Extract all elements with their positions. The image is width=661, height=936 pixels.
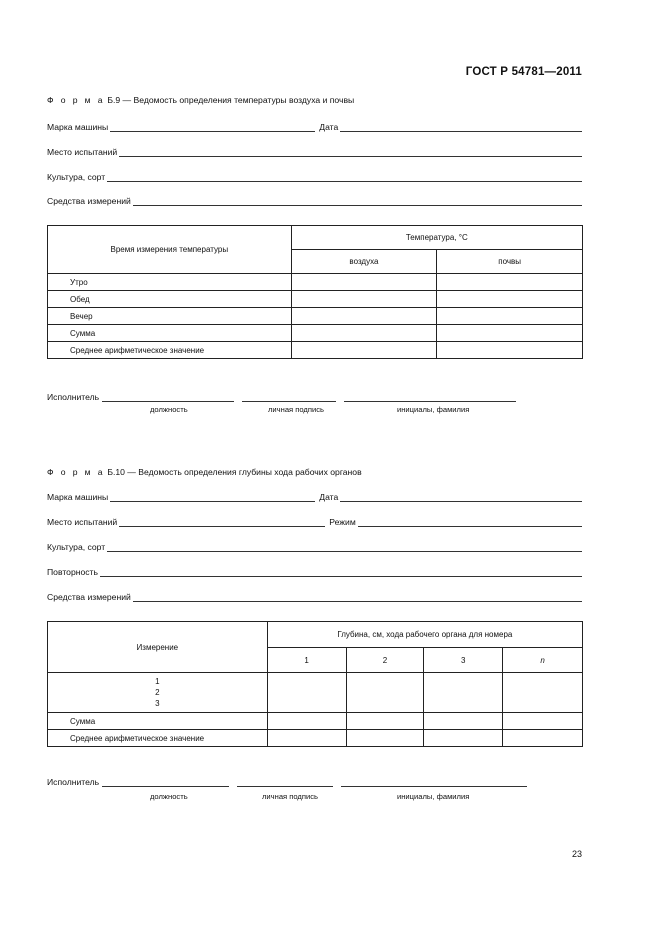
form10-tools-line (47, 590, 582, 602)
form10-executor-label: Исполнитель (47, 777, 100, 787)
form10-crop-label: Культура, сорт (47, 542, 106, 552)
form9-sub-soil: почвы (437, 250, 583, 274)
table-row (48, 325, 583, 342)
form9-name-field[interactable] (344, 392, 516, 402)
form9-machine-field[interactable] (110, 122, 315, 132)
form10-place-mode-line (47, 515, 582, 527)
form10-tools-field[interactable] (133, 592, 582, 602)
form9-tools-line (47, 194, 582, 206)
standard-number: ГОСТ Р 54781—2011 (465, 66, 582, 78)
form10-machine-date-line (47, 490, 582, 502)
form10-cell[interactable] (267, 713, 346, 730)
form9-crop-line (47, 170, 582, 182)
form9-machine-date-line (47, 120, 582, 132)
form10-tools-label: Средства измерений (47, 592, 131, 602)
form9-col-temp: Температура, °С (291, 226, 582, 250)
form9-cell-air[interactable] (291, 325, 437, 342)
form9-cell-soil[interactable] (437, 308, 583, 325)
form10-cell[interactable] (267, 673, 346, 713)
form9-cell-air[interactable] (291, 274, 437, 291)
form9-cell-soil[interactable] (437, 291, 583, 308)
form10-sign-caption: личная подпись (262, 792, 318, 801)
form9-machine-label: Марка машины (47, 122, 109, 132)
form10-mode-field[interactable] (358, 517, 582, 527)
form9-tools-label: Средства измерений (47, 196, 131, 206)
form10-title-prefix: Ф о р м а (47, 467, 105, 477)
form10-machine-field[interactable] (110, 492, 315, 502)
table-row (48, 713, 583, 730)
form10-position-field[interactable] (102, 777, 229, 787)
form10-cell[interactable] (424, 673, 503, 713)
form9-date-field[interactable] (340, 122, 582, 132)
form9-cell-soil[interactable] (437, 342, 583, 359)
form10-name-field[interactable] (341, 777, 527, 787)
form10-col-measure: Измерение (48, 622, 268, 673)
form10-sub-col-2: 2 (346, 648, 424, 673)
form9-signature-line (47, 390, 516, 402)
form10-cell[interactable] (503, 673, 583, 713)
form10-date-field[interactable] (340, 492, 582, 502)
form10-measure-1: 1 (155, 677, 160, 686)
page-number: 23 (571, 849, 582, 859)
form10-measure-3: 3 (155, 699, 160, 708)
table-row (48, 274, 583, 291)
form10-cell[interactable] (346, 673, 424, 713)
form9-title-prefix: Ф о р м а (47, 95, 105, 105)
form9-row-morning: Утро (48, 274, 292, 291)
form10-name-caption: инициалы, фамилия (397, 792, 470, 801)
form9-cell-air[interactable] (291, 308, 437, 325)
form10-machine-label: Марка машины (47, 492, 109, 502)
form9-executor-label: Исполнитель (47, 392, 100, 402)
form9-col-time: Время измерения температуры (48, 226, 292, 274)
form10-repeat-field[interactable] (100, 567, 582, 577)
form9-cell-soil[interactable] (437, 274, 583, 291)
form9-row-sum: Сумма (48, 325, 292, 342)
form9-row-mean: Среднее арифметическое значение (48, 342, 292, 359)
form10-row-sum: Сумма (48, 713, 268, 730)
form10-measure-numbers (48, 673, 268, 713)
form9-table (47, 225, 583, 359)
form9-position-field[interactable] (102, 392, 234, 402)
form10-cell[interactable] (424, 713, 503, 730)
form10-sign-field[interactable] (237, 777, 333, 787)
form10-sub-col-3: 3 (424, 648, 503, 673)
form9-position-caption: должность (150, 405, 188, 414)
form10-sub-col-n: n (503, 648, 583, 673)
form9-row-evening: Вечер (48, 308, 292, 325)
form10-cell[interactable] (424, 730, 503, 747)
form10-position-caption: должность (150, 792, 188, 801)
form9-cell-air[interactable] (291, 342, 437, 359)
form10-crop-field[interactable] (107, 542, 582, 552)
form10-row-mean: Среднее арифметическое значение (48, 730, 268, 747)
table-row (48, 308, 583, 325)
form10-cell[interactable] (346, 713, 424, 730)
form10-cell[interactable] (267, 730, 346, 747)
form10-place-field[interactable] (119, 517, 325, 527)
form10-cell[interactable] (503, 713, 583, 730)
form9-place-line (47, 145, 582, 157)
form9-sign-caption: личная подпись (268, 405, 324, 414)
table-row (48, 730, 583, 747)
form10-mode-label: Режим (329, 517, 356, 527)
form10-sub-col-1: 1 (267, 648, 346, 673)
form10-title (47, 467, 362, 477)
table-row (48, 291, 583, 308)
form10-place-label: Место испытаний (47, 517, 118, 527)
form10-col-depth: Глубина, см, хода рабочего органа для номера (267, 622, 582, 648)
form10-title-text: Б.10 — Ведомость определения глубины хода рабочих органов (104, 467, 362, 477)
form10-table (47, 621, 583, 747)
form10-cell[interactable] (503, 730, 583, 747)
form9-row-noon: Обед (48, 291, 292, 308)
form9-cell-air[interactable] (291, 291, 437, 308)
form9-cell-soil[interactable] (437, 325, 583, 342)
table-row (48, 342, 583, 359)
form9-tools-field[interactable] (133, 196, 582, 206)
form10-measure-2: 2 (155, 688, 160, 697)
form9-title-text: Б.9 — Ведомость определения температуры воздуха и почвы (104, 95, 355, 105)
form9-sub-air: воздуха (291, 250, 437, 274)
form10-crop-line (47, 540, 582, 552)
form9-title (47, 95, 354, 105)
form10-repeat-label: Повторность (47, 567, 98, 577)
form10-cell[interactable] (346, 730, 424, 747)
form10-date-label: Дата (319, 492, 339, 502)
form9-name-caption: инициалы, фамилия (397, 405, 470, 414)
form10-repeat-line (47, 565, 582, 577)
form10-signature-line (47, 775, 527, 787)
form9-sign-field[interactable] (242, 392, 336, 402)
table-row (48, 673, 583, 713)
form9-date-label: Дата (319, 122, 339, 132)
form9-crop-label: Культура, сорт (47, 172, 106, 182)
form9-place-field[interactable] (119, 147, 582, 157)
form9-place-label: Место испытаний (47, 147, 118, 157)
form9-crop-field[interactable] (107, 172, 582, 182)
